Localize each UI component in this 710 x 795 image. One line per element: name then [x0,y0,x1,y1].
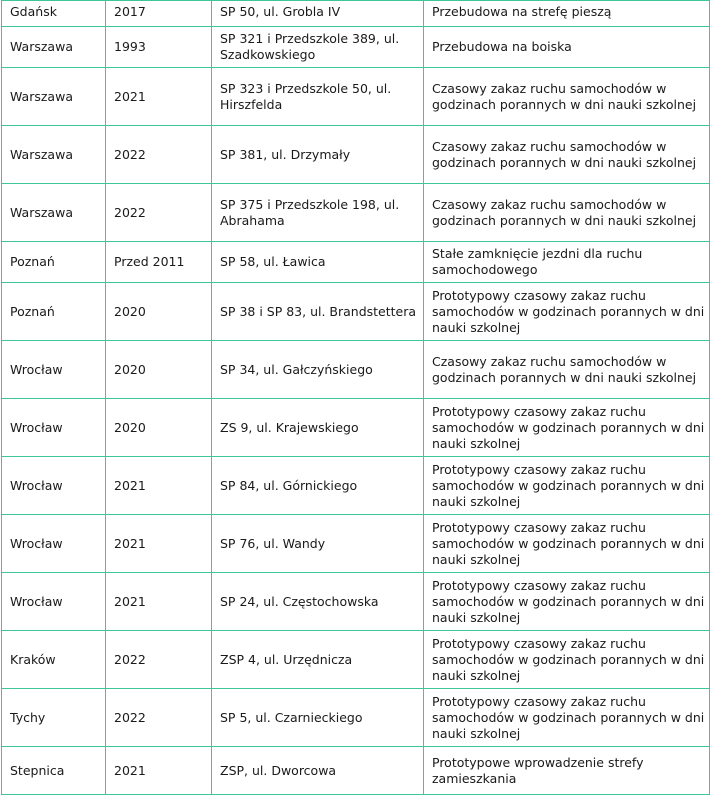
measure-cell: Prototypowy czasowy zakaz ruchu samochodów w godzinach porannych w dni nauki szkolnej [424,283,710,341]
table-row [2,126,710,184]
measure-cell: Czasowy zakaz ruchu samochodów w godzinach porannych w dni nauki szkolnej [424,341,710,399]
measure-cell: Prototypowy czasowy zakaz ruchu samochodów w godzinach porannych w dni nauki szkolnej [424,399,710,457]
measure-cell: Stałe zamknięcie jezdni dla ruchu samochodowego [424,242,710,283]
table-row [2,573,710,631]
city-cell: Wrocław [2,399,106,457]
school-address-cell: SP 38 i SP 83, ul. Brandstettera [212,283,424,341]
school-address-cell: SP 58, ul. Ławica [212,242,424,283]
city-cell: Wrocław [2,457,106,515]
city-cell: Warszawa [2,126,106,184]
school-address-cell: SP 381, ul. Drzymały [212,126,424,184]
year-cell: 2022 [106,631,212,689]
table-row [2,184,710,242]
school-address-cell: SP 24, ul. Częstochowska [212,573,424,631]
school-address-cell: SP 76, ul. Wandy [212,515,424,573]
city-cell: Wrocław [2,341,106,399]
city-cell: Kraków [2,631,106,689]
city-cell: Warszawa [2,68,106,126]
table-row [2,457,710,515]
year-cell: 1993 [106,27,212,68]
city-cell: Tychy [2,689,106,747]
measure-cell: Prototypowy czasowy zakaz ruchu samochodów w godzinach porannych w dni nauki szkolnej [424,457,710,515]
measure-cell: Przebudowa na boiska [424,27,710,68]
year-cell: 2021 [106,457,212,515]
city-cell: Warszawa [2,184,106,242]
year-cell: 2021 [106,515,212,573]
school-address-cell: SP 84, ul. Górnickiego [212,457,424,515]
year-cell: Przed 2011 [106,242,212,283]
year-cell: 2017 [106,1,212,27]
school-address-cell: SP 323 i Przedszkole 50, ul. Hirszfelda [212,68,424,126]
table-row [2,1,710,27]
school-address-cell: ZS 9, ul. Krajewskiego [212,399,424,457]
school-address-cell: SP 321 i Przedszkole 389, ul. Szadkowskiego [212,27,424,68]
measure-cell: Prototypowy czasowy zakaz ruchu samochodów w godzinach porannych w dni nauki szkolnej [424,573,710,631]
city-cell: Wrocław [2,573,106,631]
city-cell: Gdańsk [2,1,106,27]
city-cell: Stepnica [2,747,106,795]
table-row [2,341,710,399]
city-cell: Poznań [2,242,106,283]
measure-cell: Czasowy zakaz ruchu samochodów w godzinach porannych w dni nauki szkolnej [424,68,710,126]
year-cell: 2022 [106,689,212,747]
year-cell: 2022 [106,126,212,184]
table-row [2,283,710,341]
table-row [2,689,710,747]
year-cell: 2020 [106,341,212,399]
measure-cell: Prototypowy czasowy zakaz ruchu samochodów w godzinach porannych w dni nauki szkolnej [424,689,710,747]
school-address-cell: SP 375 i Przedszkole 198, ul. Abrahama [212,184,424,242]
table-row [2,27,710,68]
year-cell: 2021 [106,68,212,126]
school-address-cell: SP 34, ul. Gałczyńskiego [212,341,424,399]
year-cell: 2021 [106,747,212,795]
measure-cell: Przebudowa na strefę pieszą [424,1,710,27]
measure-cell: Czasowy zakaz ruchu samochodów w godzinach porannych w dni nauki szkolnej [424,126,710,184]
measure-cell: Prototypowy czasowy zakaz ruchu samochodów w godzinach porannych w dni nauki szkolnej [424,631,710,689]
table-row [2,631,710,689]
table-row [2,515,710,573]
city-cell: Wrocław [2,515,106,573]
table-row [2,747,710,795]
table-row [2,242,710,283]
year-cell: 2020 [106,399,212,457]
table-row [2,68,710,126]
city-cell: Warszawa [2,27,106,68]
measure-cell: Prototypowy czasowy zakaz ruchu samochodów w godzinach porannych w dni nauki szkolnej [424,515,710,573]
school-address-cell: SP 5, ul. Czarnieckiego [212,689,424,747]
school-address-cell: ZSP 4, ul. Urzędnicza [212,631,424,689]
table-body [2,1,710,795]
year-cell: 2021 [106,573,212,631]
measure-cell: Prototypowe wprowadzenie strefy zamieszkania [424,747,710,795]
year-cell: 2020 [106,283,212,341]
school-address-cell: ZSP, ul. Dworcowa [212,747,424,795]
table-row [2,399,710,457]
measure-cell: Czasowy zakaz ruchu samochodów w godzinach porannych w dni nauki szkolnej [424,184,710,242]
city-cell: Poznań [2,283,106,341]
year-cell: 2022 [106,184,212,242]
school-streets-table [1,0,710,795]
school-address-cell: SP 50, ul. Grobla IV [212,1,424,27]
